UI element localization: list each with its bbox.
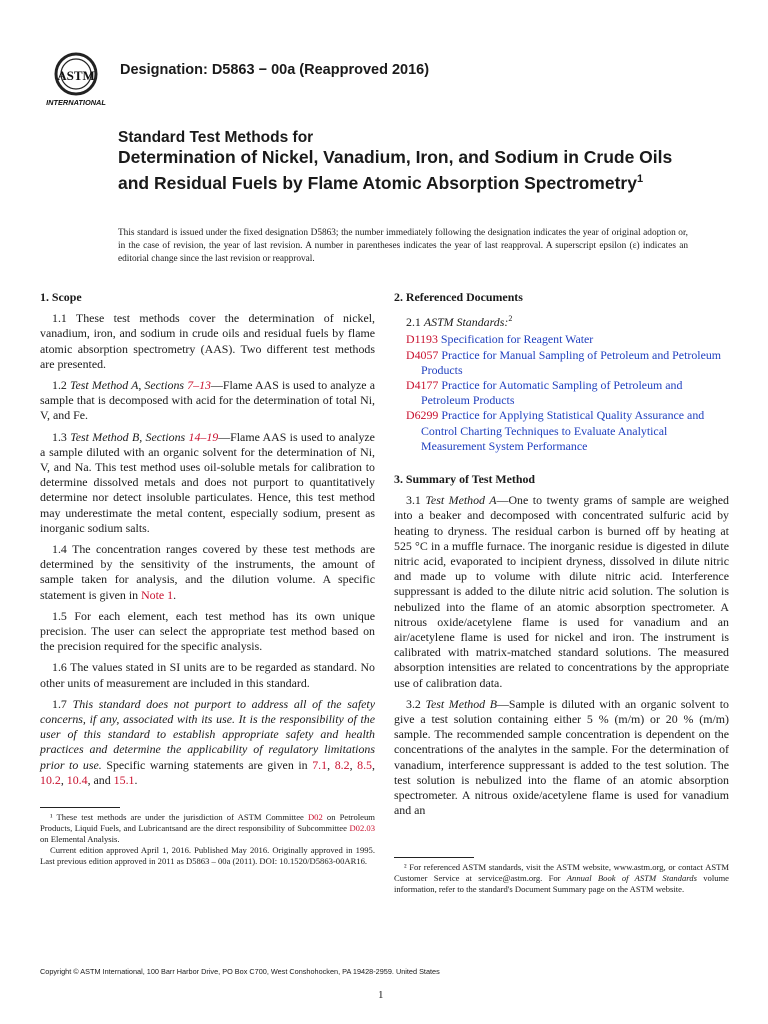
ref-title: Practice for Manual Sampling of Petroleum and Petroleum Products (421, 347, 722, 377)
summary-heading: 3. Summary of Test Method (394, 472, 536, 486)
ref-code: D4057 (406, 347, 439, 362)
footnote-rule (394, 857, 474, 858)
para-em: ASTM Standards: (423, 315, 509, 330)
para-3-1 (394, 493, 729, 691)
left-column (40, 290, 375, 794)
reference-item[interactable] (406, 408, 729, 454)
footnote-text: on Elemental Analysis. (40, 834, 120, 844)
section-link[interactable]: 10.4 (66, 772, 88, 787)
committee-link[interactable]: D02 (307, 812, 323, 822)
footnote-rule (40, 807, 120, 808)
reference-item[interactable] (406, 378, 729, 408)
subcommittee-link[interactable]: D02.03 (349, 823, 375, 833)
para-1-6: 1.6 The values stated in SI units are to be regarded as standard. No other units of measurement are included in this standard. (40, 660, 375, 690)
para-text: —Flame AAS is used to analyze a sample that is decomposed with acid for the determination of total Ni, V, and Fe. (40, 378, 375, 423)
para-1-7: 1.7 This standard does not purport to address all of the safety concerns, if any, associated with its use. It is the responsibility of the user of this standard to establish appropriate safety and health practices and determine the applicability of regulatory limitations prior to use. Specific warning statements are given in 7.1, 8.2, 8.5, 10.2, 10.4, and 15.1. (40, 696, 375, 787)
footnote-text: ² For referenced ASTM standards, visit the ASTM website, www.astm.org, or contact ASTM Customer Service at service@astm.org. For (394, 862, 729, 883)
footnote-em: Annual Book of ASTM Standards (566, 873, 697, 883)
title-block (118, 128, 678, 194)
title-footnote-ref[interactable]: 1 (636, 172, 644, 185)
sections-link[interactable]: 14–19 (188, 429, 219, 444)
para-text: —Flame AAS is used to analyze a sample diluted with an organic solvent for the determination of Ni, V, and Na. This test method uses oil-soluble metals for calibration to determine dissolved metals and does not purport to quantitatively determine nor detect insoluble particulates. Hence, this test method may underestimate the metal content, especially sodium, present as inorganic sodium salts. (40, 429, 375, 535)
reference-item[interactable] (406, 348, 729, 378)
section-link[interactable]: 8.2 (334, 757, 350, 772)
sections-link[interactable]: 7–13 (187, 378, 211, 393)
para-text: 1.4 The concentration ranges covered by these test methods are determined by the sensitivity of the instruments, the amount of sample taken for analysis, and the dilution volume. A specific statement is given in (40, 542, 375, 602)
footnote-text: ¹ These test methods are under the jurisdiction of ASTM Committee (50, 812, 304, 822)
para-num: 3.2 (406, 696, 421, 711)
para-num: 1.7 (52, 696, 67, 711)
para-em: Test Method B, Sections (70, 429, 186, 444)
para-em: Test Method A (425, 493, 497, 508)
para-text: —Sample is diluted with an organic solvent to give a test solution containing either 5 % (m/m) or 20 % (m/m) sample. The recommended sample concentration is dependent on the concentrations of the analytes in the sample. For the determination of vanadium, interference suppressant is added to the test solution. The test solution is nebulized into the flame of an atomic absorption spectrometer. A nitrous oxide/acetylene flame is used for vanadium and an (394, 696, 729, 818)
ref-title: Practice for Automatic Sampling of Petroleum and Petroleum Products (421, 377, 683, 408)
section-link[interactable]: 7.1 (312, 757, 328, 772)
issuance-statement: This standard is issued under the fixed designation D5863; the number immediately following the designation indicates the year of original adoption or, in the case of revision, the year of last revision. A number in parentheses indicates the year of last reapproval. A superscript epsilon (ε) indicates an editorial change since the last revision or reapproval. (118, 228, 688, 264)
footnote-text: on Petroleum Products, Liquid Fuels, and Lubricantsand are the direct responsibility of Subcommittee (40, 812, 375, 833)
para-num: 1.2 (52, 378, 67, 393)
para-em: Test Method B (425, 696, 497, 711)
reference-item[interactable] (406, 332, 729, 347)
ref-code: D4177 (406, 377, 439, 392)
astm-standards-label (394, 311, 729, 330)
para-num: 1.3 (52, 429, 67, 444)
para-text: Specific warning statements are given in (106, 757, 308, 772)
ref-title: Practice for Applying Statistical Quality Assurance and Control Charting Techniques to Evaluate Analytical Measurement System Performance (421, 408, 705, 453)
footnote-ref: 2 (508, 314, 513, 324)
title-main (118, 147, 678, 194)
section-link[interactable]: 8.5 (357, 757, 373, 772)
title-line1: Standard Test Methods for (118, 129, 314, 146)
safety-statement: This standard does not purport to address all of the safety concerns, if any, associated with its use. It is the responsibility of the user of this standard to establish appropriate safety and health practices and determine the applicability of regulatory limitations prior to use. (40, 696, 375, 772)
page-number: 1 (378, 989, 384, 1001)
note-link[interactable]: Note 1 (141, 587, 174, 602)
scope-heading: 1. Scope (40, 290, 82, 304)
referenced-heading: 2. Referenced Documents (394, 290, 523, 304)
para-3-2 (394, 697, 729, 819)
ref-title: Specification for Reagent Water (440, 332, 594, 347)
section-link[interactable]: 10.2 (40, 772, 61, 787)
para-1-5: 1.5 For each element, each test method has its own unique precision. The user can select the appropriate test method based on the precision required for the specific analysis. (40, 608, 375, 654)
footnote-edition: Current edition approved April 1, 2016. Published May 2016. Originally approved in 1995. Last previous edition approved in 2011 as D5863 – 00a (2011). DOI: 10.1520/D5863-00AR16. (40, 845, 375, 866)
para-num: 3.1 (406, 493, 421, 508)
para-1-3 (40, 430, 375, 536)
logo-subtext: INTERNATIONAL (46, 98, 106, 107)
para-1-2 (40, 378, 375, 424)
logo-text: ASTM (57, 68, 95, 83)
para-num: 2.1 (406, 315, 421, 330)
footnote-2 (394, 862, 729, 895)
footnote-1 (40, 812, 375, 867)
right-column (394, 290, 729, 824)
para-1-1: 1.1 These test methods cover the determination of nickel, vanadium, iron, and sodium in crude oils and residual fuels by flame atomic absorption spectrometry (AAS). Two different test methods are presented. (40, 311, 375, 371)
copyright: Copyright © ASTM International, 100 Barr Harbor Drive, PO Box C700, West Conshohocken, PA 19428-2959. United States (40, 967, 440, 976)
title-text: Determination of Nickel, Vanadium, Iron, and Sodium in Crude Oils and Residual Fuels by Flame Atomic Absorption Spectrometry (118, 147, 673, 193)
ref-code: D1193 (406, 332, 438, 347)
para-text: —One to twenty grams of sample are weighed into a beaker and decomposed with concentrated sulfuric acid by heating to dryness. The residual carbon is burned off by heating at 525 °C in a muffle furnace. The inorganic residue is digested in dilute nitric acid, evaporated to incipient dryness, dissolved in dilute nitric and made up to volume with dilute nitric acid. Interference suppressant is added to the dilute nitric acid solution. The solution is nebulized into the flame of an atomic absorption spectrometer. A nitrous oxide/acetylene flame is used for vanadium and an air/acetylene flame is used for nickel and iron. The instrument is calibrated with matrix-matched standard solutions. The measured absorption intensities are related to concentrations by the appropriate use of calibration data. (394, 493, 729, 690)
section-link[interactable]: 15.1 (113, 772, 135, 787)
footnote-text: volume information, refer to the standard's Document Summary page on the ASTM website. (394, 873, 729, 894)
para-em: Test Method A, Sections (70, 378, 185, 393)
astm-logo (44, 50, 108, 108)
ref-code: D6299 (406, 408, 439, 423)
para-1-4: 1.4 The concentration ranges covered by these test methods are determined by the sensitivity of the instruments, the amount of sample taken for analysis, and the dilution volume. A specific statement is given in Note 1. (40, 542, 375, 602)
designation: Designation: D5863 − 00a (Reapproved 2016) (120, 62, 430, 78)
